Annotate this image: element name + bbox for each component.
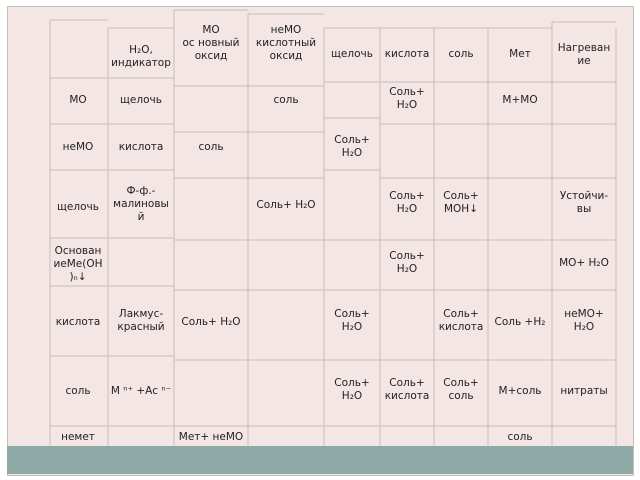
cell-nemo-alkali: Соль+ H₂O (334, 134, 370, 159)
cell-salt-heating: нитраты (560, 384, 608, 397)
cell-acid-salt: Соль+ кислота (438, 308, 484, 333)
footer-bar (7, 446, 633, 474)
cell-salt-metal: М+соль (498, 384, 542, 397)
cell-alkali-acid-oxide: Соль+ H₂O (256, 198, 316, 211)
row-label-nonmetal: немет (61, 430, 95, 443)
cell-nonmetal-basic-oxide: Мет+ неМО (178, 430, 244, 443)
row-label-alkali: щелочь (57, 200, 99, 213)
header-salt: соль (448, 48, 474, 60)
cell-mo-acid: Соль+ H₂O (389, 86, 425, 111)
cell-mo-metal: М+МО (502, 93, 538, 106)
cell-acid-heating: неМО+ H₂O (564, 308, 604, 333)
cell-acid-metal: Соль +H₂ (494, 315, 546, 328)
cell-nemo-water: кислота (118, 140, 164, 153)
cell-salt-salt: Соль+ соль (443, 377, 479, 402)
cell-acid-basic-oxide: Соль+ H₂O (181, 315, 241, 328)
header-basic-oxide: МО ос новный оксид (182, 24, 240, 62)
header-metal: Мет (509, 48, 531, 60)
header-water-indicator: H₂O, индикатор (111, 44, 171, 69)
row-label-acid: кислота (55, 315, 101, 328)
cell-alkali-salt: Соль+ МОН↓ (443, 190, 479, 215)
cell-base-acid: Соль+ H₂O (389, 250, 425, 275)
cell-nemo-basic-oxide: соль (198, 140, 224, 153)
row-label-nemo: неМО (62, 140, 94, 153)
cell-alkali-water: Ф-ф.- малиновы й (113, 184, 169, 223)
cell-salt-water: М ⁿ⁺ +Ас ⁿ⁻ (110, 384, 172, 397)
cell-nonmetal-metal: соль (507, 430, 533, 443)
cell-mo-acid-oxide: соль (273, 93, 299, 106)
cell-alkali-acid: Соль+ H₂O (389, 190, 425, 215)
cell-alkali-heating: Устойчи- вы (559, 190, 609, 215)
cell-salt-acid: Соль+ кислота (384, 377, 430, 402)
cell-salt-alkali: Соль+ H₂O (334, 377, 370, 402)
cell-base-heating: МО+ H₂O (559, 256, 609, 269)
cell-acid-water: Лакмус- красный (117, 308, 165, 333)
row-label-salt: соль (65, 384, 91, 397)
row-label-mo: МО (69, 93, 87, 106)
cell-acid-alkali: Соль+ H₂O (334, 308, 370, 333)
cell-mo-water: щелочь (120, 93, 162, 106)
header-heating: Нагреван ие (557, 42, 611, 67)
header-alkali: щелочь (331, 48, 373, 60)
header-acid: кислота (384, 48, 430, 60)
header-acid-oxide: неМО кислотный оксид (255, 24, 317, 62)
row-label-base: Основан иеМе(ОН )ₙ↓ (53, 244, 103, 283)
